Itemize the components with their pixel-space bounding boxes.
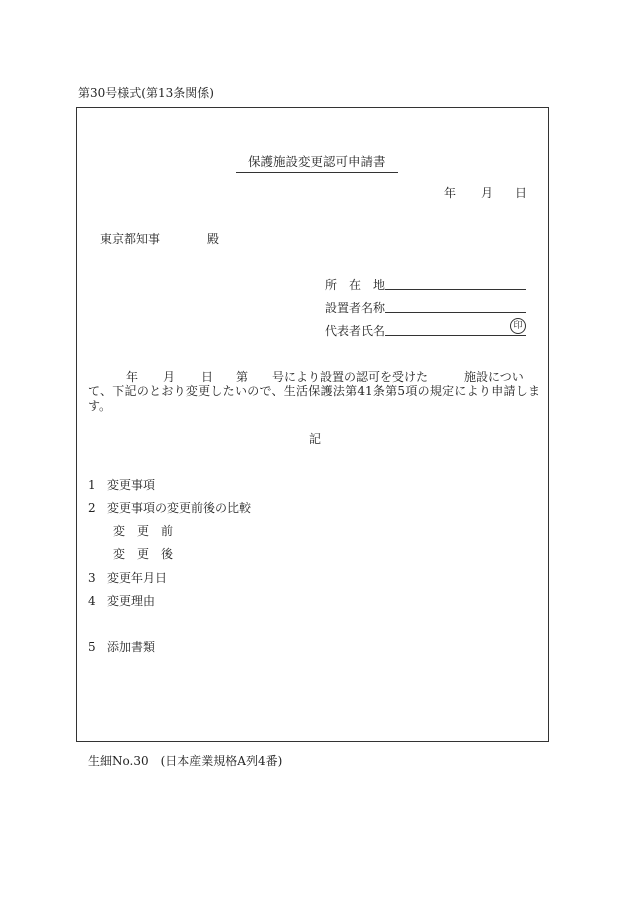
subitem-after-change: 変 更 後 (113, 547, 174, 561)
date-year-label: 年 (444, 186, 457, 200)
item-number: 5 (88, 640, 96, 654)
facility-label: 施設につい (464, 370, 524, 384)
addressee-honorific: 殿 (207, 232, 220, 246)
document-title: 保護施設変更認可申請書 (236, 152, 398, 173)
founder-name-field[interactable] (385, 312, 526, 313)
form-number-label: 第30号様式(第13条関係) (78, 86, 214, 100)
permit-day-label: 日 (201, 370, 214, 384)
representative-name-label: 代表者氏名 (325, 324, 386, 338)
item-number: 3 (88, 571, 96, 585)
body-paragraph: て、下記のとおり変更したいので、生活保護法第41条第5項の規定により申請します。 (88, 384, 540, 413)
item-change-date (88, 569, 167, 586)
item-attached-documents (88, 638, 155, 655)
item-number: 1 (88, 478, 96, 492)
permit-number-suffix: 号により設置の認可を受けた (272, 370, 429, 384)
location-label: 所 在 地 (325, 278, 386, 292)
permit-month-label: 月 (163, 370, 176, 384)
permit-number-prefix: 第 (236, 370, 249, 384)
item-label: 変更事項 (107, 478, 156, 492)
location-field[interactable] (385, 289, 526, 290)
item-label: 変更事項の変更前後の比較 (107, 501, 252, 515)
addressee-name: 東京都知事 (100, 232, 161, 246)
representative-name-field[interactable] (385, 335, 526, 336)
item-change-reason (88, 592, 155, 609)
date-month-label: 月 (481, 186, 494, 200)
item-label: 変更年月日 (107, 571, 168, 585)
item-change-comparison (88, 499, 251, 516)
date-day-label: 日 (515, 186, 528, 200)
subitem-before-change: 変 更 前 (113, 524, 174, 538)
item-number: 4 (88, 594, 96, 608)
founder-name-label: 設置者名称 (325, 301, 386, 315)
item-number: 2 (88, 501, 96, 515)
footer-note: 生細No.30 (日本産業規格A列4番) (88, 754, 283, 768)
permit-year-label: 年 (126, 370, 139, 384)
item-label: 変更理由 (107, 594, 156, 608)
ki-heading: 記 (309, 432, 322, 446)
item-label: 添加書類 (107, 640, 156, 654)
item-change-matter (88, 476, 155, 493)
seal-mark: 印 (510, 318, 526, 334)
